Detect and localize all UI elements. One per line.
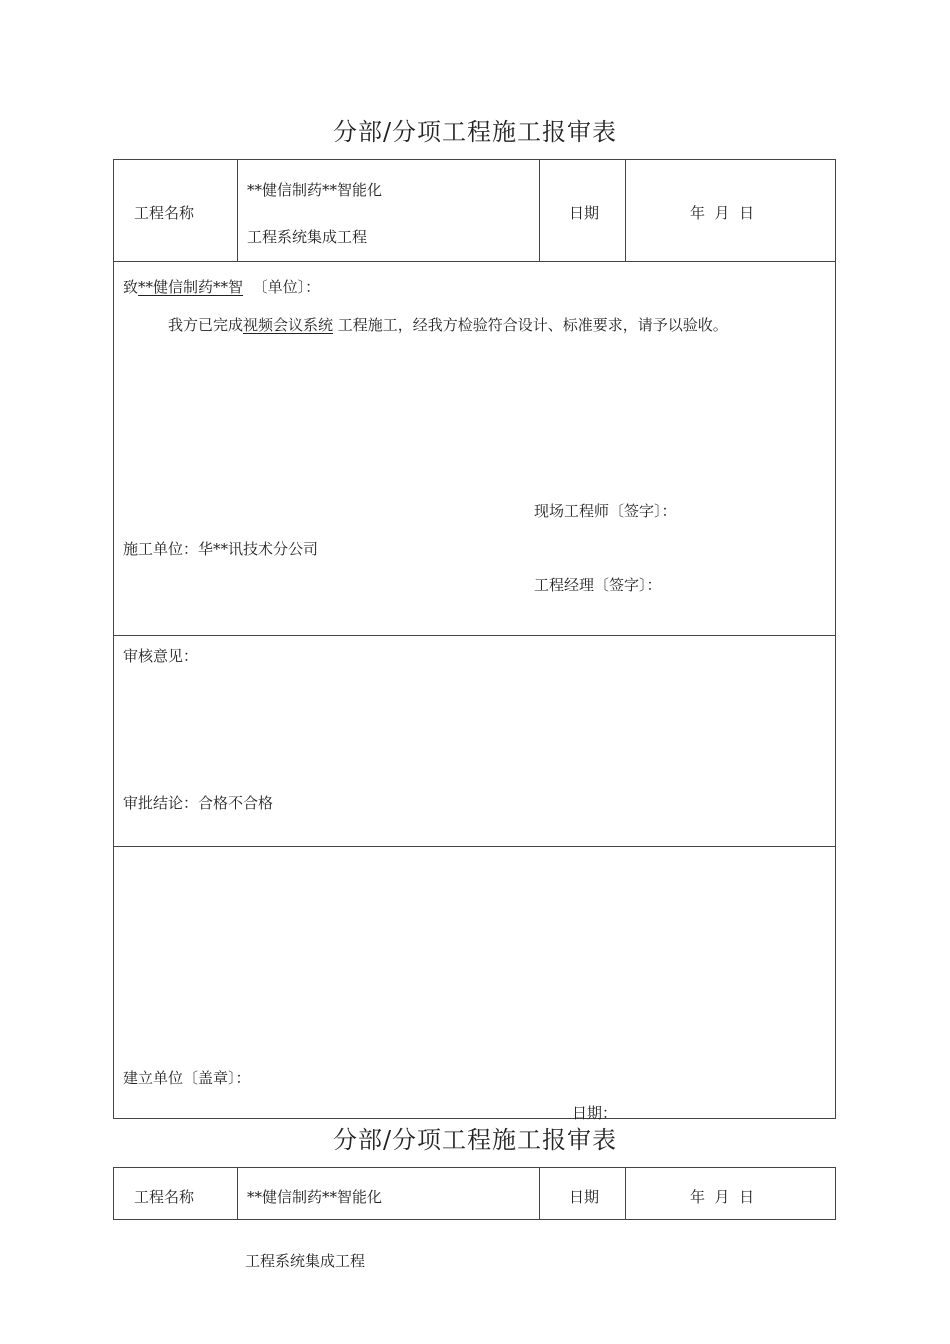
construction-unit: 施工单位：华**讯技术分公司 — [123, 540, 319, 558]
addressee-unit: **健信制药**智 — [138, 278, 244, 296]
project-name-line1: **健信制药**智能化 — [247, 1188, 383, 1206]
date-value: 年 月 日 — [690, 1188, 755, 1206]
divider — [539, 1168, 540, 1219]
project-manager-signature: 工程经理〔签字〕： — [534, 576, 662, 594]
statement-prefix: 我方已完成 — [168, 316, 244, 334]
divider — [237, 160, 238, 261]
date-value: 年 月 日 — [690, 204, 755, 222]
supervisor-seal-label: 建立单位〔盖章〕： — [123, 1069, 251, 1087]
project-name-line1: **健信制药**智能化 — [247, 181, 383, 199]
project-name-line2: 工程系统集成工程 — [247, 228, 368, 246]
form-title: 分部/分项工程施工报审表 — [332, 118, 618, 146]
report-form — [113, 159, 836, 1122]
supervisor-section — [114, 846, 835, 1122]
addressee-line — [123, 276, 320, 297]
divider — [539, 160, 540, 261]
project-name-label: 工程名称 — [134, 1188, 195, 1206]
statement-suffix: 工程施工，经我方检验符合设计、标准要求，请予以验收。 — [333, 316, 728, 334]
divider — [237, 1168, 238, 1219]
approval-conclusion: 审批结论：合格不合格 — [123, 794, 274, 812]
submission-section — [114, 261, 835, 635]
project-name-line2: 工程系统集成工程 — [245, 1252, 366, 1270]
divider — [625, 160, 626, 261]
submission-statement — [168, 314, 728, 335]
project-name-label: 工程名称 — [134, 204, 195, 222]
statement-item: 视频会议系统 — [243, 316, 334, 334]
form-title: 分部/分项工程施工报审表 — [332, 1126, 618, 1154]
date-label: 日期 — [569, 1188, 600, 1206]
review-section — [114, 635, 835, 846]
supervisor-date-label: 日期： — [572, 1104, 618, 1122]
addressee-suffix: 〔单位〕： — [252, 278, 321, 296]
report-form-header — [113, 1167, 836, 1220]
header-row — [114, 160, 835, 261]
divider — [625, 1168, 626, 1219]
addressee-prefix: 致 — [123, 278, 139, 296]
review-opinion-label: 审核意见： — [123, 647, 199, 665]
date-label: 日期 — [569, 204, 600, 222]
site-engineer-signature: 现场工程师〔签字〕： — [534, 502, 677, 520]
